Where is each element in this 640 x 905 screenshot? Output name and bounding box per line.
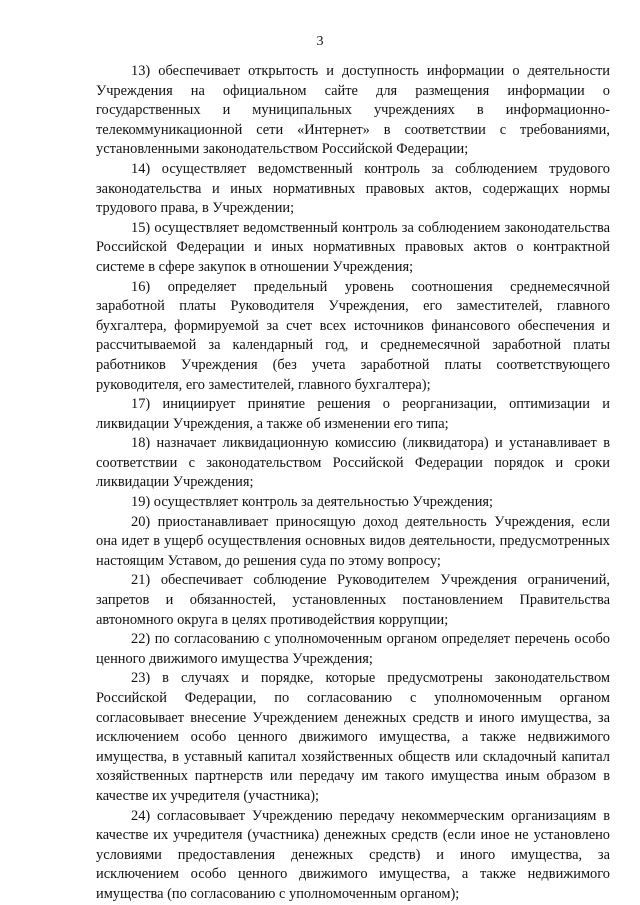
paragraph-item-20: 20) приостанавливает приносящую доход деятельность Учреждения, если она идет в ущерб осуществления основных видов деятельности, предусмотренных настоящим Уставом, до решения суда по этому вопросу; [96,513,610,569]
paragraph-item-14: 14) осуществляет ведомственный контроль за соблюдением трудового законодательства и иных нормативных правовых актов, содержащих нормы трудового права, в Учреждении; [96,160,610,217]
paragraph-item-19: 19) осуществляет контроль за деятельностью Учреждения; [131,494,494,511]
paragraph-item-13: 13) обеспечивает открытость и доступность информации о деятельности Учреждения на официальном сайте для размещения информации о государственных и муниципальных учреждениях в информационно-телекоммуникационной сети «Интернет» в соответствии с требованиями, установленными законодательством Российской Федерации; [96,63,610,158]
paragraph-item-16: 16) определяет предельный уровень соотношения среднемесячной заработной платы Руководителя Учреждения, его заместителей, главного бухгалтера, формируемой за счет всех источников финансового обеспечения и рассчитываемой за календарный год, и среднемесячной заработной платы работников Учреждения (без учета заработной платы соответствующего руководителя, его заместителей, главного бухгалтера); [96,278,610,393]
paragraph-item-15: 15) осуществляет ведомственный контроль за соблюдением законодательства Российской Федерации и иных нормативных правовых актов о контрактной системе в сфере закупок в отношении Учреждения; [96,219,610,275]
paragraph-item-23: 23) в случаях и порядке, которые предусмотрены законодательством Российской Федерации, по согласованию с уполномоченным органом согласовывает внесение Учреждением денежных средств и иного имущества, за исключением особо ценного движимого имущества, а также недвижимого имущества, в уставный капитал хозяйственных обществ или складочный капитал хозяйственных партнерств или передачу им такого имущества иным образом в качестве их учредителя (участника); [96,670,610,804]
page-number: 3 [316,34,324,49]
paragraph-item-22: 22) по согласованию с уполномоченным органом определяет перечень особо ценного движимого имущества Учреждения; [96,631,610,667]
paragraph-item-18: 18) назначает ликвидационную комиссию (ликвидатора) и устанавливает в соответствии с законодательством Российской Федерации порядок и сроки ликвидации Учреждения; [96,435,610,491]
paragraph-item-24: 24) согласовывает Учреждению передачу некоммерческим организациям в качестве их учредителя (участника) денежных средств (если иное не установлено условиями предоставления денежных средств) и иного имущества, за исключением особо ценного движимого имущества, а также недвижимого имущества (по согласованию с уполномоченным органом); [96,807,610,902]
paragraph-item-21: 21) обеспечивает соблюдение Руководителем Учреждения ограничений, запретов и обязанностей, установленных постановлением Правительства автономного округа в целях противодействия коррупции; [96,572,610,628]
paragraph-item-17: 17) инициирует принятие решения о реорганизации, оптимизации и ликвидации Учреждения, а также об изменении его типа; [96,396,610,432]
document-body [96,62,610,905]
